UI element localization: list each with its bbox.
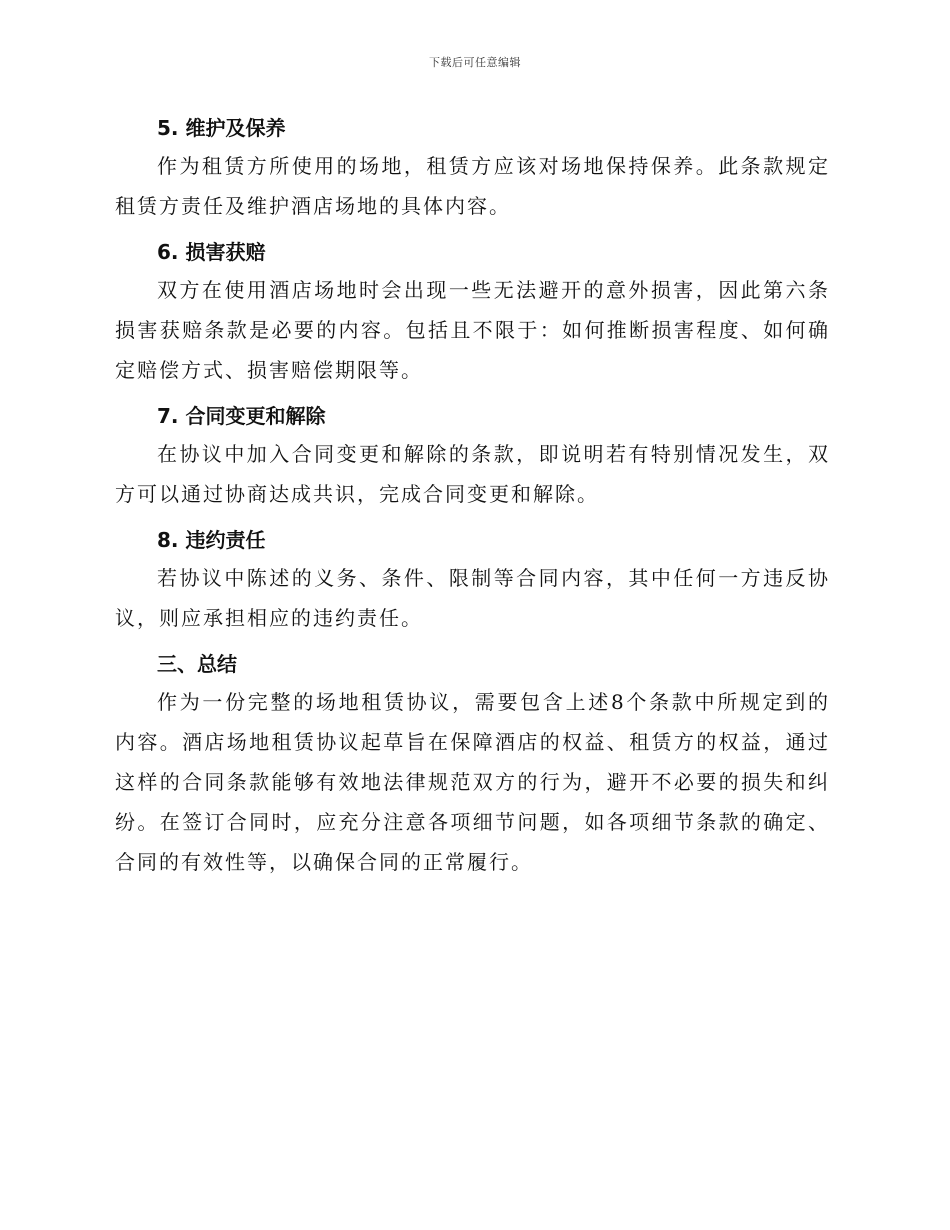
section-heading: 三、总结 [157, 652, 237, 676]
section-paragraph: 在协议中加入合同变更和解除的条款，即说明若有特别情况发生，双方可以通过协商达成共识，完成合同变更和解除。 [115, 442, 830, 506]
section-heading: 5. 维护及保养 [157, 116, 286, 140]
section-paragraph: 作为租赁方所使用的场地，租赁方应该对场地保持保养。此条款规定租赁方责任及维护酒店场地的具体内容。 [115, 154, 830, 218]
page-header: 下载后可任意编辑 [429, 56, 521, 69]
section-heading: 8. 违约责任 [157, 528, 266, 552]
section-breach-liability [115, 522, 830, 638]
section-paragraph: 若协议中陈述的义务、条件、限制等合同内容，其中任何一方违反协议，则应承担相应的违约责任。 [115, 566, 830, 630]
section-contract-change [115, 398, 830, 514]
section-summary [115, 646, 830, 882]
section-paragraph: 双方在使用酒店场地时会出现一些无法避开的意外损害，因此第六条损害获赔条款是必要的内容。包括且不限于：如何推断损害程度、如何确定赔偿方式、损害赔偿期限等。 [115, 278, 830, 382]
section-heading: 6. 损害获赔 [157, 240, 266, 264]
section-paragraph: 作为一份完整的场地租赁协议，需要包含上述8个条款中所规定到的内容。酒店场地租赁协议起草旨在保障酒店的权益、租赁方的权益，通过这样的合同条款能够有效地法律规范双方的行为，避开不必要的损失和纠纷。在签订合同时，应充分注意各项细节问题，如各项细节条款的确定、合同的有效性等，以确保合同的正常履行。 [115, 690, 830, 874]
section-damage-compensation [115, 234, 830, 390]
section-maintenance [115, 110, 830, 226]
section-heading: 7. 合同变更和解除 [157, 404, 326, 428]
document-body [115, 110, 830, 890]
